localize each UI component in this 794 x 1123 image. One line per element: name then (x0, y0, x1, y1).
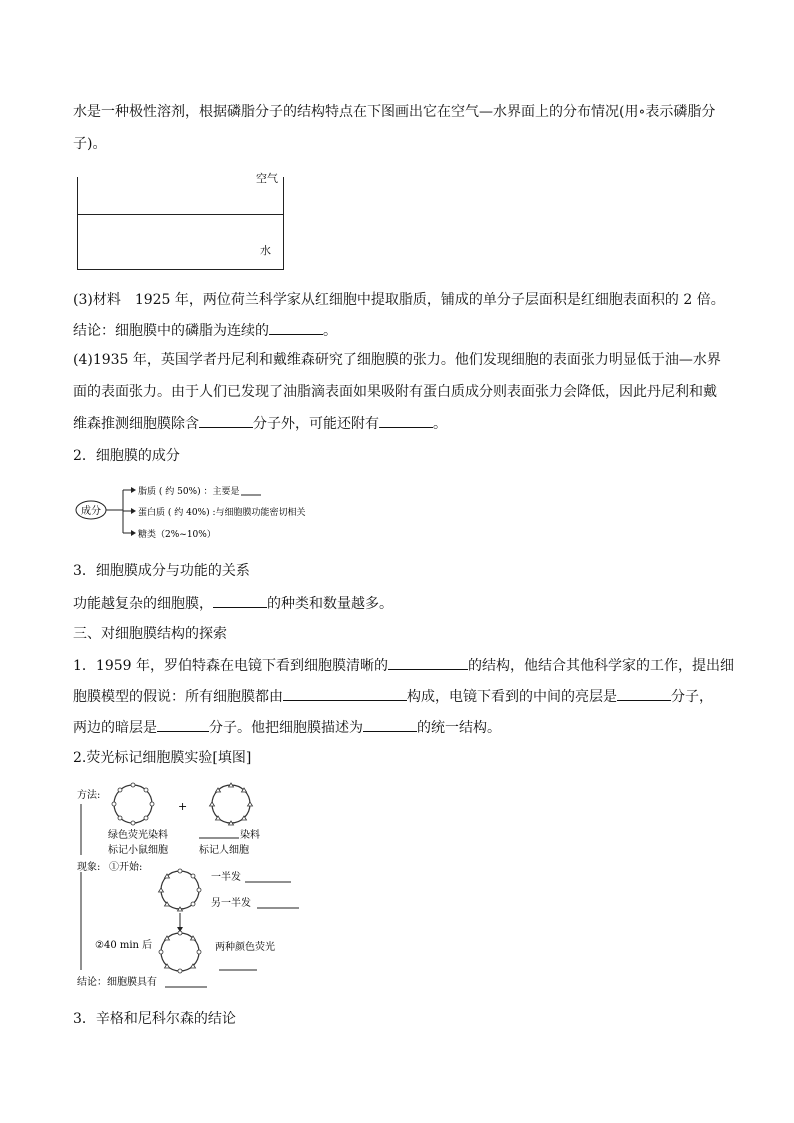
phenomenon-label: 现象: (77, 862, 101, 873)
part3-p2-title: 2.荧光标记细胞膜实验[填图] (73, 750, 252, 766)
composition-sugar: 糖类（2%~10%） (138, 530, 216, 540)
method-label: 方法: (77, 790, 101, 801)
fused-start-marker-icons (159, 869, 202, 911)
mouse-label-1: 绿色荧光染料 (108, 830, 168, 841)
item4-line-3: 维森推测细胞膜除含 分子外，可能还附有 。 (73, 413, 447, 434)
part3-p1-line-2: 胞膜模型的假说：所有细胞膜都由 构成，电镜下看到的中间的亮层是 分子， (73, 686, 713, 707)
mouse-label-2: 标记小鼠细胞 (108, 845, 168, 856)
composition-lipid: 脂质 ( 约 50%) ：主要是 (138, 487, 240, 497)
section3-title: 3．细胞膜成分与功能的关系 (73, 563, 250, 579)
circle-symbol-icon: ∘ (638, 104, 646, 120)
blank-light-layer[interactable] (617, 686, 671, 701)
item3-text: (3)材料 1925 年，两位荷兰科学家从红细胞中提取脂质，铺成的单分子层面积是红细胞表面积的 2 倍。 (73, 292, 725, 308)
conclusion-label: 结论：细胞膜具有 (77, 977, 157, 988)
intro-line-1: 水是一种极性溶剂，根据磷脂分子的结构特点在下图画出它在空气—水界面上的分布情况(用∘表示磷脂分 (73, 104, 716, 120)
blank-molecule-1[interactable] (199, 413, 253, 428)
after-label: ②40 min 后 (95, 940, 153, 951)
water-label: 水 (260, 244, 271, 257)
blank-protein[interactable] (213, 593, 267, 608)
blank-dark-layer[interactable] (157, 717, 209, 732)
fluorescence-experiment-figure (73, 780, 333, 995)
section2-title: 2．细胞膜的成分 (73, 448, 180, 464)
plus-sign: + (178, 800, 188, 813)
section3b-title: 3．辛格和尼科尔森的结论 (73, 1011, 236, 1027)
half-label: 一半发 (211, 872, 241, 883)
intro-line-2: 子)。 (73, 136, 107, 152)
blank-three-layers[interactable] (283, 686, 407, 701)
two-colors-label: 两种颜色荧光 (215, 942, 275, 953)
arrow-head-icon (131, 530, 136, 536)
air-water-figure[interactable] (77, 172, 284, 270)
arrow-head-icon (131, 508, 136, 514)
water-surface-line (78, 214, 283, 215)
start-label: ①开始: (109, 862, 143, 873)
arrow-head-icon (131, 487, 136, 493)
part3-title: 三、对细胞膜结构的探索 (73, 626, 227, 642)
item4-line-1: (4)1935 年，英国学者丹尼利和戴维森研究了细胞膜的张力。他们发现细胞的表面张力明显低于油—水界 (73, 352, 721, 368)
part3-p1-line-3: 两边的暗层是 分子。他把细胞膜描述为 的统一结构。 (73, 717, 501, 738)
blank-structure[interactable] (388, 655, 468, 670)
human-cell-marker-icons (210, 783, 253, 825)
human-label-2: 标记人细胞 (199, 845, 249, 856)
item3-conclusion: 结论：细胞膜中的磷脂为连续的 。 (73, 320, 337, 341)
item4-line-2: 面的表面张力。由于人们已发现了油脂滴表面如果吸附有蛋白质成分则表面张力会降低，因此丹尼利和戴 (73, 384, 717, 400)
composition-diagram (73, 480, 373, 546)
composition-center-label: 成分 (81, 506, 101, 517)
human-label-1: 染料 (240, 830, 260, 841)
part3-p1-line-1: 1．1959 年，罗伯特森在电镜下看到细胞膜清晰的 的结构，他结合其他科学家的工作，提出细 (73, 655, 734, 676)
composition-protein: 蛋白质 ( 约 40%) :与细胞膜功能密切相关 (138, 508, 306, 518)
blank-unified-structure[interactable] (363, 717, 417, 732)
blank-molecule-2[interactable] (379, 413, 433, 428)
air-label: 空气 (256, 172, 278, 185)
blank-continuous[interactable] (269, 320, 323, 335)
other-half-label: 另一半发 (211, 898, 251, 909)
fused-after-marker-icons (159, 931, 201, 973)
section3-text: 功能越复杂的细胞膜， 的种类和数量越多。 (73, 593, 393, 614)
mouse-cell-marker-icons (112, 783, 154, 825)
